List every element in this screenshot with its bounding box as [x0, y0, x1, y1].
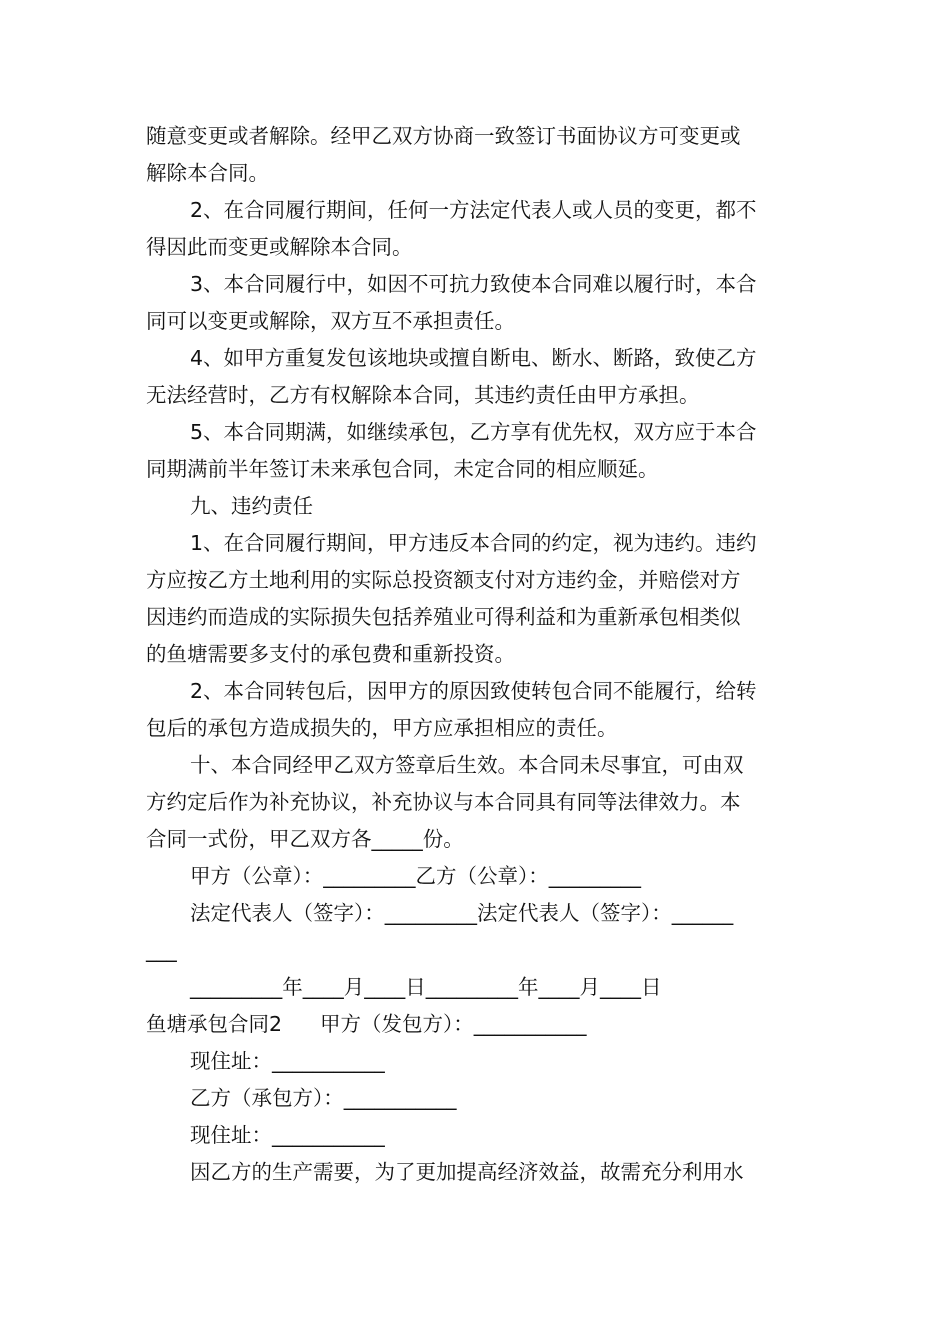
line-text: 2、本合同转包后，因甲方的原因致使转包合同不能履行，给转 — [190, 679, 757, 703]
text-line — [146, 784, 806, 821]
line-text: 包后的承包方造成损失的，甲方应承担相应的责任。 — [146, 716, 618, 740]
line-text: 鱼塘承包合同2 — [146, 1012, 283, 1036]
text-line — [146, 636, 806, 673]
text-line — [146, 673, 806, 710]
text-line — [146, 229, 806, 266]
line-text: 同期满前半年签订未来承包合同，未定合同的相应顺延。 — [146, 457, 659, 481]
line-text: 乙方（承包方）：___________ — [190, 1086, 457, 1110]
text-line — [146, 1117, 806, 1154]
text-line — [146, 562, 806, 599]
text-line — [146, 377, 806, 414]
text-line — [146, 1043, 806, 1080]
text-line — [146, 488, 806, 525]
text-line — [146, 1080, 806, 1117]
text-line — [146, 821, 806, 858]
line-text-continued: 甲方（发包方）：___________ — [320, 1012, 587, 1036]
line-text: 解除本合同。 — [146, 161, 269, 185]
text-line — [146, 451, 806, 488]
document-body — [146, 118, 806, 1191]
text-line — [146, 932, 806, 969]
line-text: 方约定后作为补充协议，补充协议与本合同具有同等法律效力。本 — [146, 790, 741, 814]
line-text: 十、本合同经甲乙双方签章后生效。本合同未尽事宜，可由双 — [190, 753, 744, 777]
text-line — [146, 1154, 806, 1191]
line-text: ___ — [146, 938, 177, 962]
line-text: _________年____月____日_________年____月____日 — [190, 975, 662, 999]
text-line — [146, 414, 806, 451]
text-line — [146, 155, 806, 192]
text-line — [146, 895, 806, 932]
line-text: 因乙方的生产需要，为了更加提高经济效益，故需充分利用水 — [190, 1160, 744, 1184]
line-text: 随意变更或者解除。经甲乙双方协商一致签订书面协议方可变更或 — [146, 124, 741, 148]
text-line — [146, 266, 806, 303]
text-line — [146, 340, 806, 377]
line-text: 得因此而变更或解除本合同。 — [146, 235, 413, 259]
text-line — [146, 969, 806, 1006]
line-text: 九、违约责任 — [190, 494, 313, 518]
text-line — [146, 303, 806, 340]
line-text: 1、在合同履行期间，甲方违反本合同的约定，视为违约。违约 — [190, 531, 757, 555]
text-line — [146, 599, 806, 636]
line-text: 5、本合同期满，如继续承包，乙方享有优先权，双方应于本合 — [190, 420, 757, 444]
text-line — [146, 710, 806, 747]
line-text: 2、在合同履行期间，任何一方法定代表人或人员的变更，都不 — [190, 198, 757, 222]
line-text: 无法经营时，乙方有权解除本合同，其违约责任由甲方承担。 — [146, 383, 700, 407]
line-text: 4、如甲方重复发包该地块或擅自断电、断水、断路，致使乙方 — [190, 346, 757, 370]
line-text: 现住址：___________ — [190, 1123, 385, 1147]
text-line — [146, 192, 806, 229]
line-text: 因违约而造成的实际损失包括养殖业可得利益和为重新承包相类似 — [146, 605, 741, 629]
text-line — [146, 1006, 806, 1043]
line-text: 3、本合同履行中，如因不可抗力致使本合同难以履行时，本合 — [190, 272, 757, 296]
text-line — [146, 747, 806, 784]
line-text: 的鱼塘需要多支付的承包费和重新投资。 — [146, 642, 515, 666]
text-line — [146, 525, 806, 562]
line-text: 法定代表人（签字）：_________法定代表人（签字）：______ — [190, 901, 734, 925]
text-line — [146, 118, 806, 155]
line-text: 合同一式份，甲乙双方各_____份。 — [146, 827, 464, 851]
line-text: 同可以变更或解除，双方互不承担责任。 — [146, 309, 515, 333]
line-text: 现住址：___________ — [190, 1049, 385, 1073]
line-text: 甲方（公章）：_________乙方（公章）：_________ — [190, 864, 641, 888]
line-text: 方应按乙方土地利用的实际总投资额支付对方违约金，并赔偿对方 — [146, 568, 741, 592]
text-line — [146, 858, 806, 895]
